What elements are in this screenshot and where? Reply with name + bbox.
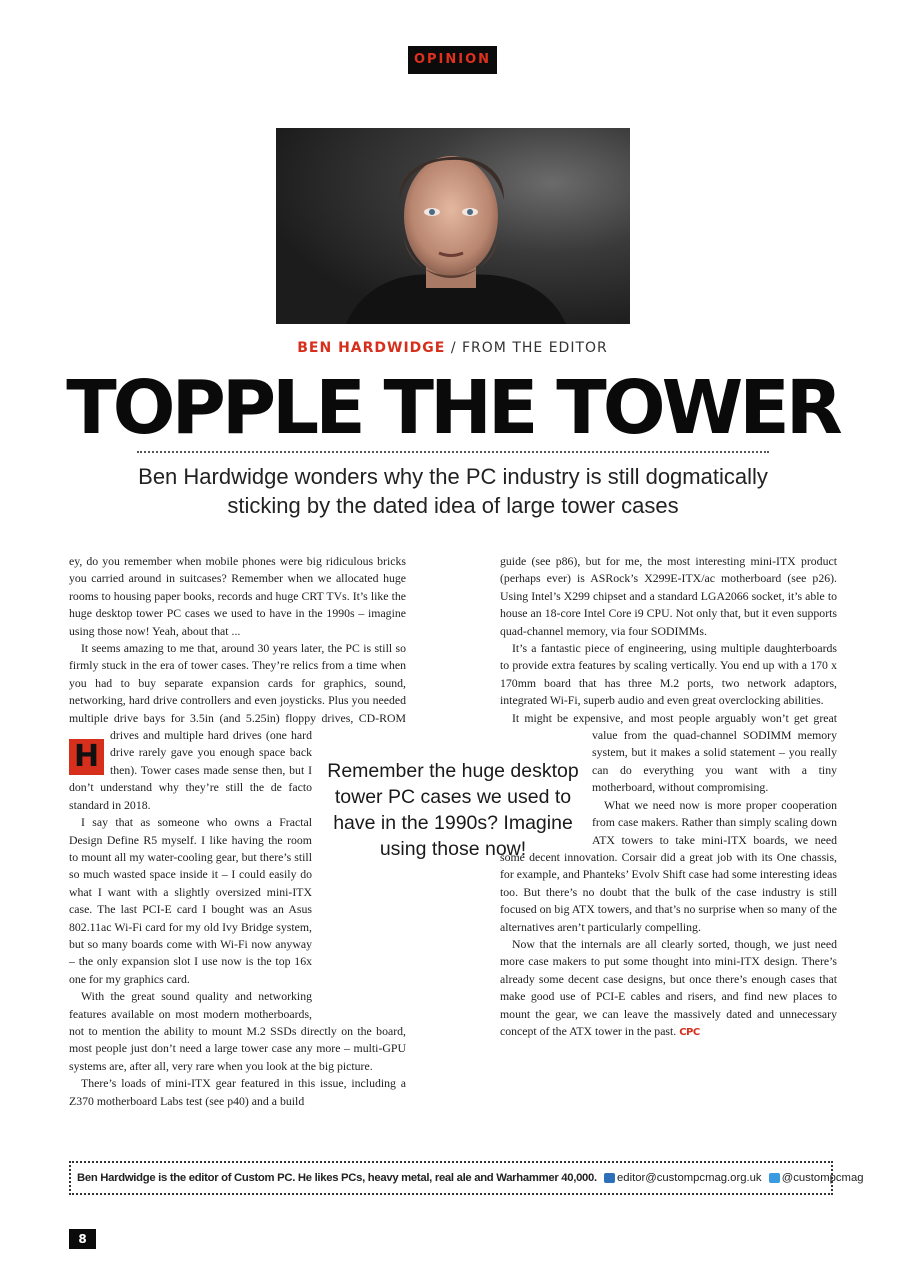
byline-separator: / [450,340,457,356]
end-mark: CPC [679,1026,700,1038]
body-paragraph: It seems amazing to me that, around 30 years later, the PC is still so firmly stuck in the era of tower cases. They’re relics from a time when you had to buy separate expansion cards for graphics, sound, networking, hard drive controllers and even joysticks. Plus you needed multiple drive bays for 3.5in (and 5.25in) floppy drives, CD-ROM drives and multiple hard drives (one hard drive rarely gave you enough space back then). Tower cases made sense then, but I don’t understand why they’re still the de facto standard in 2018. [69,641,406,812]
author-photo [276,128,630,324]
dotted-divider [137,451,769,453]
body-paragraph-text: Now that the internals are all clearly sorted, though, we just need more case makers to put some thought into mini-ITX design. There’s already some decent case designs, but once there’s enough cases that make good use of PCI-E cables and risers, and find new places to mount the gear, we can leave the massively dated and unnecessary concept of the ATX tower in the past. [500,936,837,1038]
body-paragraph: It might be expensive, and most people arguably won’t get great value from the quad-channel SODIMM memory system, but it makes a solid statement – you really can do everything you want with a tiny motherboard, without compromising. [512,710,837,795]
email-icon [604,1173,615,1183]
pull-quote: Remember the huge desktop tower PC cases we used to have in the 1990s? Imagine using those now! [327,760,579,860]
page-number: 8 [69,1229,96,1249]
standfirst: Ben Hardwidge wonders why the PC industry is still dogmatically sticking by the dated idea of large tower cases [138,464,768,518]
body-paragraph: I say that as someone who owns a Fractal Design Define R5 myself. I like having the room to mount all my water-cooling gear, but there’s still so much wasted space inside it – I could easily do what I want with a slightly oversized mini-ITX case. The last PCI-E card I bought was an Asus 802.11ac Wi-Fi card for my old Ivy Bridge system, but so many boards come with Wi-Fi now anyway – the only expansion slot I use now is the top 16x one for my graphics card. [69,815,312,986]
email-link[interactable]: editor@custompcmag.org.uk [617,1172,762,1184]
byline-section: FROM THE EDITOR [461,340,608,356]
body-paragraph: ey, do you remember when mobile phones were big ridiculous bricks you carried around in suitcases? Remember when we allocated huge rooms to housing paper books, records and huge CRT TVs. It’s like the huge desktop tower PC cases we used to have in the 1990s – imagine using those now! Yeah, about that ... [69,554,406,638]
twitter-link[interactable]: @custompcmag [781,1172,864,1184]
body-paragraph: There’s loads of mini-ITX gear featured in this issue, including a Z370 motherboard Labs test (see p40) and a build [69,1076,406,1108]
author-bio-box [69,1161,864,1195]
byline-author: BEN HARDWIDGE [297,340,446,356]
body-paragraph [500,936,837,1041]
author-bio: Ben Hardwidge is the editor of Custom PC. He likes PCs, heavy metal, real ale and Warhammer 40,000. [77,1172,597,1184]
body-paragraph: With the great sound quality and networking features available on most modern motherboards, not to mention the ability to mount M.2 SSDs directly on the board, most people just don’t need a large tower case any more – multi-GPU systems are, after all, very rare when you look at the big picture. [69,989,406,1073]
portrait-image [276,128,630,324]
drop-cap: H [69,739,104,775]
section-tag: OPINION [408,46,497,74]
body-paragraph: guide (see p86), but for me, the most interesting mini-ITX product (perhaps ever) is ASRock’s X299E-ITX/ac motherboard (see p26). Using Intel’s X299 chipset and a standard LGA2066 socket, it’s able to house an 18-core Intel Core i9 CPU. Not only that, but it even supports quad-channel memory, via four SODIMMs. [500,554,837,638]
twitter-icon [769,1173,780,1183]
body-paragraph: It’s a fantastic piece of engineering, using multiple daughterboards to provide extra features by scaling vertically. You end up with a 170 x 170mm board that has three M.2 ports, two network adaptors, integrated Wi-Fi, superb audio and even great overclocking abilities. [500,641,837,708]
byline [0,340,905,356]
body-paragraph: What we need now is more proper cooperation from case makers. Rather than simply scaling down ATX towers to take mini-ITX boards, we need some decent innovation. Corsair did a great job with its One chassis, for example, and Phanteks’ Evolv Shift case had some interesting ideas too. But there’s no doubt that the bulk of the case industry is still focused on big ATX towers, and that’s no surprise when so many of the alternatives aren’t particularly compelling. [500,797,837,934]
headline: TOPPLE THE TOWER [66,365,839,451]
